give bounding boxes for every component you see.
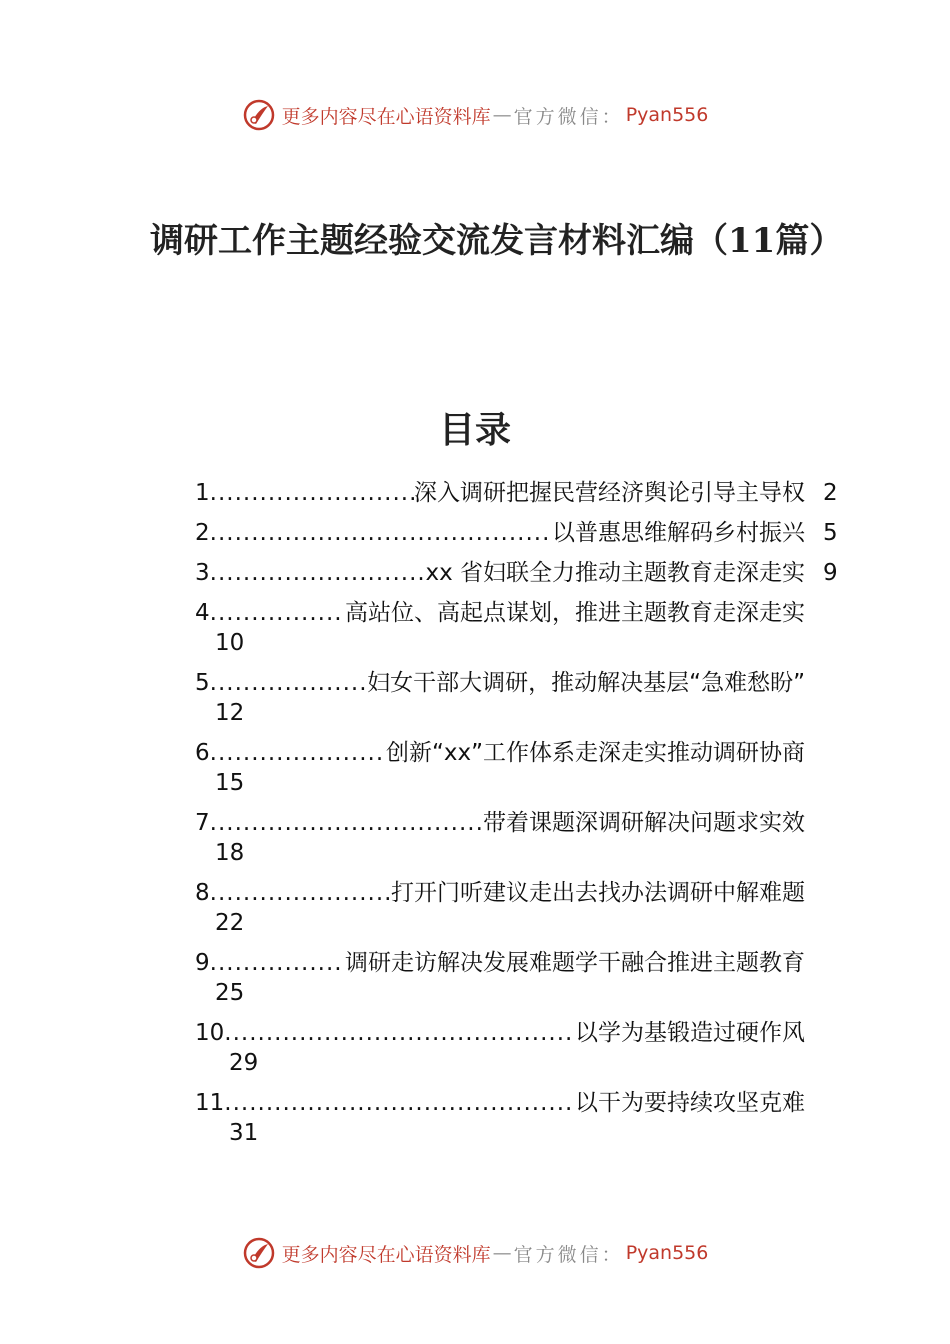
toc-item-title: xx 省妇联全力推动主题教育走深走实 (425, 560, 805, 586)
toc-item-title: 高站位、高起点谋划，推进主题教育走深走实 (345, 600, 805, 626)
toc-leader-dots (210, 598, 345, 628)
toc-leader-dots (210, 478, 414, 508)
toc-item[interactable] (195, 518, 845, 548)
toc-item-number: 10 (195, 1020, 225, 1046)
toc-item-page: 10 (215, 630, 245, 656)
toc-item-title: 带着课题深调研解决问题求实效 (483, 810, 805, 836)
toc-item-page: 15 (215, 770, 245, 796)
toc-item[interactable] (195, 598, 845, 668)
toc-item-number: 7 (195, 810, 210, 836)
toc-item[interactable] (195, 668, 845, 738)
toc-item[interactable] (195, 478, 845, 508)
banner-wechat-id: Pyan556 (625, 104, 709, 126)
toc-item-page: 12 (215, 700, 245, 726)
toc-item-title: 以干为要持续攻坚克难 (575, 1090, 805, 1116)
table-of-contents (195, 478, 845, 1158)
toc-leader-dots (210, 808, 483, 838)
toc-leader-dots (224, 1088, 575, 1118)
toc-leader-dots (210, 558, 426, 588)
toc-item-number: 2 (195, 520, 210, 546)
toc-item-title: 打开门听建议走出去找办法调研中解难题 (391, 880, 805, 906)
toc-item-number: 3 (195, 560, 210, 586)
toc-item[interactable] (195, 808, 845, 878)
toc-heading: 目录 (438, 409, 511, 451)
document-title: 调研工作主题经验交流发言材料汇编（11篇） (150, 221, 844, 261)
toc-item[interactable] (195, 948, 845, 1018)
toc-leader-dots (210, 518, 552, 548)
toc-leader-dots (210, 738, 386, 768)
toc-leader-dots (224, 1018, 575, 1048)
toc-item-page: 18 (215, 840, 245, 866)
toc-item[interactable] (195, 878, 845, 948)
toc-item[interactable] (195, 558, 845, 588)
toc-item[interactable] (195, 1088, 845, 1158)
toc-leader-dots (210, 668, 368, 698)
toc-item-title: 深入调研把握民营经济舆论引导主导权 (414, 480, 805, 506)
toc-item-page: 9 (823, 560, 838, 586)
toc-item[interactable] (195, 738, 845, 808)
toc-item-title: 调研走访解决发展难题学干融合推进主题教育 (345, 950, 805, 976)
banner-dash: — (492, 1242, 512, 1264)
toc-item-number: 8 (195, 880, 210, 906)
toc-item-number: 1 (195, 480, 210, 506)
toc-leader-dots (210, 948, 345, 978)
banner-wechat-id: Pyan556 (625, 1242, 709, 1264)
footer-banner (0, 1233, 950, 1273)
brush-logo-icon (242, 1236, 276, 1270)
toc-item-title: 以普惠思维解码乡村振兴 (552, 520, 805, 546)
toc-item-page: 2 (823, 480, 838, 506)
toc-item-number: 6 (195, 740, 210, 766)
toc-item-page: 5 (823, 520, 838, 546)
toc-item-page: 31 (229, 1120, 259, 1146)
banner-slogan: 更多内容尽在心语资料库 (281, 105, 491, 128)
toc-item-page: 22 (215, 910, 245, 936)
banner-dash: — (492, 104, 512, 126)
toc-item-number: 4 (195, 600, 210, 626)
banner-slogan: 更多内容尽在心语资料库 (281, 1243, 491, 1266)
banner-wechat-label: 官方微信： (513, 105, 624, 128)
toc-item-number: 5 (195, 670, 210, 696)
toc-item-page: 29 (229, 1050, 259, 1076)
toc-item-number: 9 (195, 950, 210, 976)
toc-item-title: 以学为基锻造过硬作风 (575, 1020, 805, 1046)
toc-leader-dots (210, 878, 391, 908)
toc-item-page: 25 (215, 980, 245, 1006)
toc-item-title: 妇女干部大调研，推动解决基层“急难愁盼” (367, 670, 805, 696)
toc-item-number: 11 (195, 1090, 225, 1116)
toc-item[interactable] (195, 1018, 845, 1088)
toc-item-title: 创新“xx”工作体系走深走实推动调研协商 (385, 740, 805, 766)
brush-logo-icon (242, 98, 276, 132)
banner-wechat-label: 官方微信： (513, 1243, 624, 1266)
header-banner (0, 95, 950, 135)
